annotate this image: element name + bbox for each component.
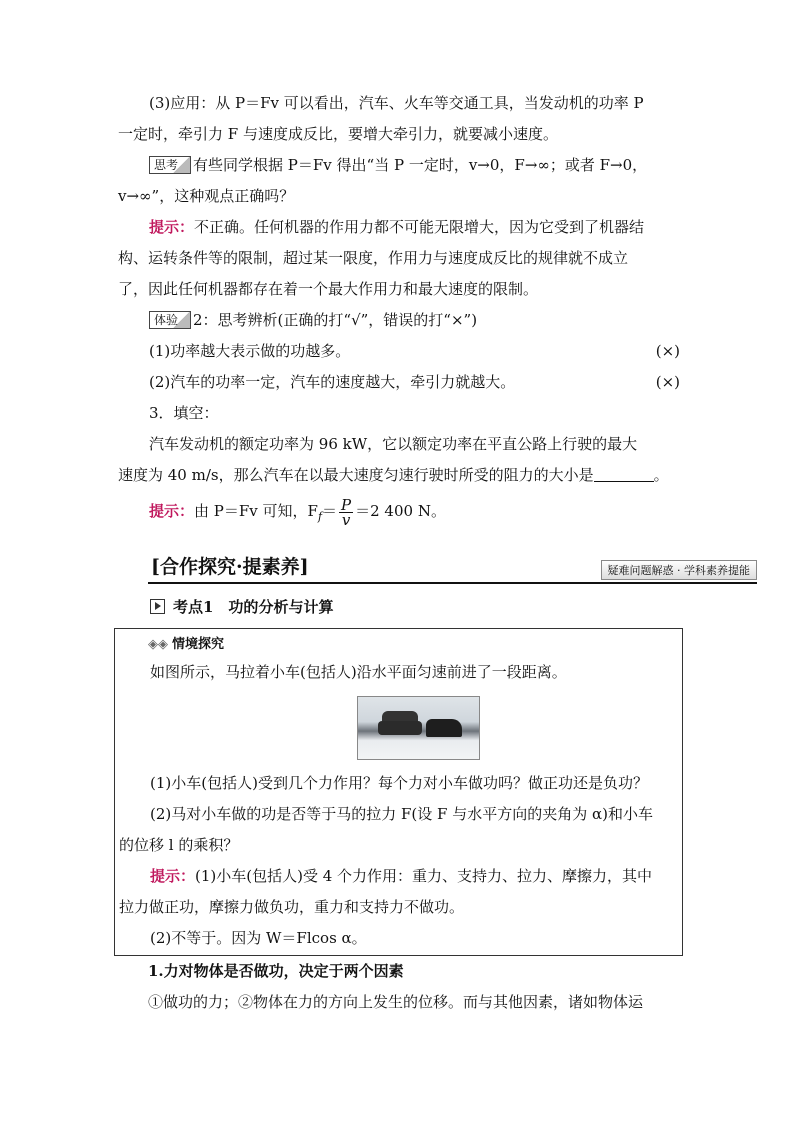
section-tag: 疑难问题解惑 · 学科素养提能 (601, 560, 758, 580)
fill-blank (594, 467, 654, 482)
experience-item-2-text: (2)汽车的功率一定，汽车的速度越大，牵引力就越大。 (149, 373, 516, 391)
horse-shape (426, 719, 462, 737)
fill-heading: 3．填空： (149, 404, 219, 422)
box-answer-label: 提示： (150, 867, 196, 885)
experience-intro (118, 305, 680, 336)
think-line2: v→∞”，这种观点正确吗？ (118, 187, 295, 205)
think-tag: 思考 (149, 156, 191, 174)
think-text1: 有些同学根据 P＝Fv 得出“当 P 一定时，v→0，F→∞；或者 F→0， (193, 156, 648, 174)
para3-line2: 一定时，牵引力 F 与速度成反比，要增大牵引力，就要减小速度。 (118, 125, 558, 143)
box-intro: 如图所示，马拉着小车(包括人)沿水平面匀速前进了一段距离。 (150, 663, 567, 681)
experience-text: 2：思考辨析(正确的打“√”，错误的打“×”) (193, 311, 478, 329)
sled-shape (378, 721, 422, 735)
hint1-label: 提示： (149, 218, 195, 236)
experience-item-2 (118, 367, 680, 398)
hint2-line (118, 491, 680, 537)
fill-text2: 速度为 40 m/s，那么汽车在以最大速度匀速行驶时所受的阻力的大小是 (118, 466, 594, 484)
play-icon (150, 599, 165, 614)
section-header (148, 552, 757, 584)
experience-item-1-text: (1)功率越大表示做的功越多。 (149, 342, 351, 360)
hint2-eq: ＝ (322, 502, 338, 520)
section-title: [合作探究·提素养] (151, 556, 309, 578)
experience-tag: 体验 (149, 311, 191, 329)
hint2-post: ＝2 400 N。 (355, 502, 446, 520)
hint1-line1 (118, 212, 680, 243)
box-answer2: (2)不等于。因为 W＝Flcos α。 (150, 929, 367, 947)
box-answer1b: 拉力做正功，摩擦力做负功，重力和支持力不做功。 (119, 898, 465, 916)
box-answer1a (119, 861, 681, 892)
box-q2a: (2)马对小车做的功是否等于马的拉力 F(设 F 与水平方向的夹角为 α)和小车 (150, 805, 653, 823)
hint2-num: P (341, 495, 352, 514)
hint1-text1: 不正确。任何机器的作用力都不可能无限增大，因为它受到了机器结 (194, 218, 645, 236)
experience-item-1-mark: (×) (655, 342, 680, 360)
fill-end: 。 (653, 466, 669, 484)
lower-content (148, 956, 688, 1018)
hint2-den: v (341, 510, 351, 529)
box-heading (148, 633, 224, 652)
kaodian-heading (150, 595, 333, 619)
box-body (119, 657, 681, 954)
experience-item-2-mark: (×) (655, 373, 680, 391)
lower-heading: 1.力对物体是否做功，决定于两个因素 (148, 962, 404, 980)
think-line1 (118, 150, 680, 181)
fill-line1: 汽车发动机的额定功率为 96 kW，它以额定功率在平直公路上行驶的最大 (149, 435, 638, 453)
lower-line1: ①做功的力；②物体在力的方向上发生的位移。而与其他因素，诸如物体运 (148, 993, 644, 1011)
box-answer1a-text: (1)小车(包括人)受 4 个力作用：重力、支持力、拉力、摩擦力，其中 (195, 867, 653, 885)
fill-line2 (118, 460, 680, 491)
kaodian-text: 考点1 功的分析与计算 (173, 598, 334, 616)
box-heading-text: 情境探究 (172, 637, 225, 652)
hint2-pre: 由 P＝Fv 可知，F (194, 502, 318, 520)
box-q1: (1)小车(包括人)受到几个力作用？每个力对小车做功吗？做正功还是负功？ (150, 774, 648, 792)
para3-line1: (3)应用：从 P＝Fv 可以看出，汽车、火车等交通工具，当发动机的功率 P (149, 94, 644, 112)
page-top-content (118, 88, 680, 537)
box-q2b: 的位移 l 的乘积？ (119, 836, 239, 854)
hint1-line2: 构、运转条件等的限制，超过某一限度，作用力与速度成反比的规律就不成立 (118, 249, 629, 267)
horse-sled-image (357, 696, 480, 760)
hint2-fraction (339, 495, 353, 529)
hint1-line3: 了，因此任何机器都存在着一个最大作用力和最大速度的限制。 (118, 280, 539, 298)
hint2-sub: f (317, 510, 323, 523)
explore-icon: ◈◈ (148, 637, 168, 652)
hint2-label: 提示： (149, 502, 195, 520)
experience-item-1 (118, 336, 680, 367)
scenario-box (114, 628, 683, 956)
